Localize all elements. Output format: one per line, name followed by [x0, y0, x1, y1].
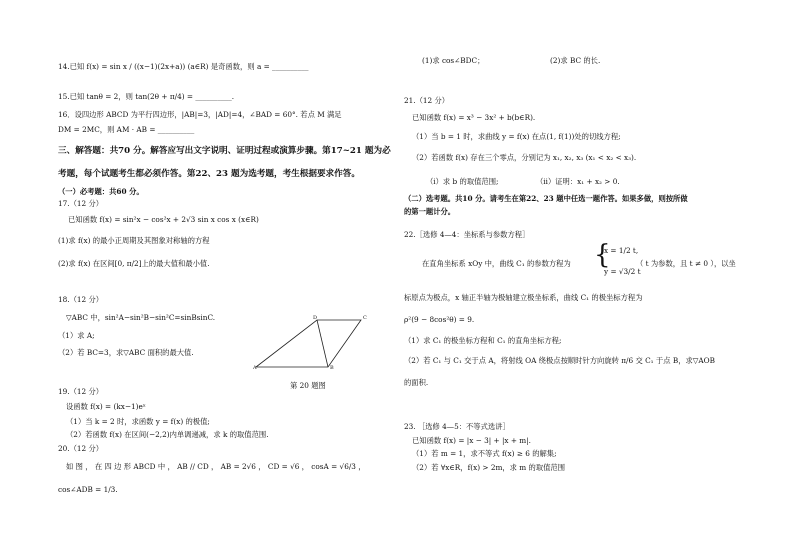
- question-17-header: 17.（12 分）: [58, 199, 104, 208]
- question-23-stem: 已知函数 f(x) = |x − 3| + |x + m|.: [412, 436, 531, 445]
- question-19-part2: （2）若函数 f(x) 在区间(−2,2)内单调递减，求 k 的取值范围.: [66, 430, 269, 439]
- question-19-header: 19.（12 分）: [58, 387, 104, 396]
- question-20-part1: (1)求 cos∠BDC；: [422, 56, 485, 65]
- question-18-stem: ▽ABC 中，sin²A−sin²B−sin²C=sinBsinC.: [66, 313, 216, 322]
- question-21-stem: 已知函数 f(x) = x³ − 3x² + b(b∈R).: [412, 113, 536, 122]
- question-16-line1: 16．设四边形 ABCD 为平行四边形，|AB|=3，|AD|=4，∠BAD = 60°. 若点 M 满足: [58, 110, 342, 119]
- question-20-part2: (2)求 BC 的长.: [550, 56, 601, 65]
- quadrilateral-figure: [248, 312, 378, 372]
- question-16-line2: DM = 2MC，则 AM · AB = __________: [58, 125, 195, 134]
- figure-label-a: A: [253, 365, 257, 371]
- question-22-part2: （2）若 C₁ 与 C₁ 交于点 A，将射线 OA 绕极点按顺时针方向旋转 π/6 交 C₁ 于点 B，求▽AOB: [404, 356, 716, 365]
- figure-label-c: C: [363, 315, 367, 321]
- question-20-stem: 如 图 ， 在 四 边 形 ABCD 中 ， AB // CD ， AB = 2√6 ， CD = √6 ， cosA = √6/3 ，: [66, 462, 366, 471]
- question-17-part1: (1)求 f(x) 的最小正周期及其图象对称轴的方程: [58, 236, 210, 245]
- question-22-header: 22.［选修 4—4：坐标系与参数方程］: [404, 230, 530, 239]
- required-questions-title: （一）必考题：共60 分。: [58, 187, 144, 196]
- question-23-part1: （1）若 m = 1，求不等式 f(x) ≥ 6 的解集;: [412, 449, 557, 458]
- question-18-header: 18.（12 分）: [58, 295, 104, 304]
- optional-section-line1: （二）选考题。共10 分。请考生在第22、23 题中任选一题作答。如果多做，则按所做: [404, 194, 688, 203]
- question-21-part1: （1）当 b = 1 时，求曲线 y = f(x) 在点(1, f(1))处的切线方程;: [412, 132, 621, 141]
- question-19-part1: （1）当 k = 2 时，求函数 y = f(x) 的极值;: [66, 417, 210, 426]
- parametric-y: y = √3/2 t: [604, 267, 641, 276]
- question-22-equation: ρ²(9 − 8cos²θ) = 9.: [404, 315, 475, 324]
- question-22-part1: （1）求 C₁ 的极坐标方程和 C₁ 的直角坐标方程;: [404, 336, 562, 345]
- question-18-part1: （1）求 A;: [58, 331, 95, 340]
- figure-caption: 第 20 题图: [290, 381, 326, 390]
- figure-label-b: B: [330, 365, 334, 371]
- question-22-part2-end: 的面积.: [404, 378, 429, 387]
- question-18-part2: （2）若 BC=3，求▽ABC 面积的最大值.: [58, 348, 194, 357]
- system-brace-icon: {: [594, 240, 611, 270]
- question-14: 14.已知 f(x) = sin x / ((x−1)(2x+a)) (a∈R) 是奇函数，则 a = __________: [58, 62, 309, 71]
- question-15: 15.已知 tanθ = 2，则 tan(2θ + π/4) = __________.: [58, 92, 235, 101]
- question-21-header: 21.（12 分）: [404, 96, 450, 105]
- parametric-x: x = 1/2 t,: [604, 246, 639, 255]
- question-17-part2: (2)求 f(x) 在区间[0, π/2]上的最大值和最小值.: [58, 259, 210, 268]
- quadrilateral-outline: [256, 320, 361, 367]
- question-22-stem-a: 在直角坐标系 xOy 中，曲线 C₁ 的参数方程为: [422, 259, 571, 268]
- question-23-part2: （2）若 ∀x∈R，f(x) > 2m，求 m 的取值范围: [412, 463, 566, 472]
- section-3-instructions-line2: 考题，每个试题考生都必须作答。第22、23 题为选考题，考生根据要求作答。: [58, 169, 360, 179]
- question-22-stem-b: （ t 为参数，且 t ≠ 0 ），以坐: [636, 259, 736, 268]
- diagonal-db: [317, 320, 328, 367]
- question-21-part2: （2）若函数 f(x) 存在三个零点，分别记为 x₁, x₂, x₃ (x₁ < x₂ < x₃).: [412, 153, 637, 162]
- question-19-stem: 设函数 f(x) = (kx−1)eˣ: [66, 402, 146, 411]
- question-21-part2-ii: （ⅱ）证明：x₁ + x₂ > 0.: [536, 177, 620, 186]
- question-20-header: 20.（12 分）: [58, 444, 104, 453]
- question-21-part2-i: （ⅰ）求 b 的取值范围;: [426, 177, 499, 186]
- question-23-header: 23. ［选修 4—5：不等式选讲］: [404, 422, 510, 431]
- figure-label-d: D: [313, 315, 318, 321]
- optional-section-line2: 的第一题计分。: [404, 207, 456, 216]
- question-22-stem-c: 标原点为极点，x 轴正半轴为极轴建立极坐标系，曲线 C₁ 的极坐标方程为: [404, 293, 643, 302]
- question-20-condition: cos∠ADB = 1/3.: [58, 485, 118, 494]
- question-17-stem: 已知函数 f(x) = sin²x − cos²x + 2√3 sin x cos x (x∈R): [68, 215, 259, 224]
- section-3-instructions-line1: 三、解答题：共70 分。解答应写出文字说明、证明过程或演算步骤。第17~21 题为必: [58, 146, 391, 156]
